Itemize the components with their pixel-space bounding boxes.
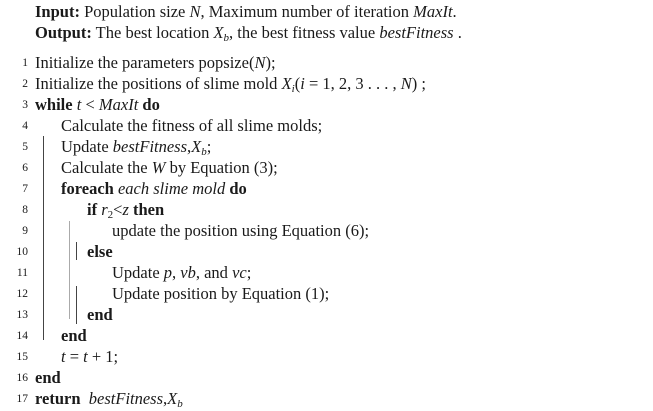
- var: bestFitness: [80, 389, 164, 408]
- text: <: [81, 95, 99, 114]
- var: b: [223, 32, 230, 44]
- text: , the best fitness value: [229, 23, 380, 42]
- if-block-bar: [76, 242, 77, 260]
- text: , Maximum number of iteration: [200, 2, 414, 21]
- line-number: 10: [16, 246, 28, 258]
- var: W: [151, 158, 166, 177]
- text: Calculate the: [61, 158, 152, 177]
- var: r: [97, 200, 108, 219]
- line-number: 7: [22, 183, 28, 195]
- text: <: [113, 200, 123, 219]
- text: = 1, 2, 3 . . . ,: [304, 74, 401, 93]
- var: X: [281, 74, 292, 93]
- line-number: 5: [22, 141, 28, 153]
- text: .: [453, 23, 462, 42]
- text: ,: [187, 137, 192, 156]
- line-number: 3: [22, 99, 28, 111]
- var: b: [201, 146, 207, 158]
- text: .: [452, 2, 457, 21]
- text: =: [65, 347, 84, 366]
- var: X: [213, 23, 224, 42]
- var: vb: [180, 263, 196, 282]
- var: t: [83, 347, 88, 366]
- line-number: 12: [16, 288, 28, 300]
- keyword: end: [61, 326, 87, 345]
- foreach-block-bar: [69, 221, 70, 319]
- line-number: 15: [16, 351, 28, 363]
- text: ,: [172, 263, 181, 282]
- output-label: Output:: [35, 23, 92, 42]
- keyword: then: [128, 200, 165, 219]
- line-number: 6: [22, 162, 28, 174]
- text: Initialize the positions of slime mold: [35, 74, 282, 93]
- text: + 1;: [87, 347, 119, 366]
- keyword: return: [35, 389, 81, 408]
- line-number: 9: [22, 225, 28, 237]
- keyword: end: [35, 368, 61, 387]
- var: X: [167, 389, 178, 408]
- keyword: foreach: [61, 179, 114, 198]
- text: The best location: [91, 23, 214, 42]
- keyword: if: [87, 200, 98, 219]
- var: t: [61, 347, 66, 366]
- var: N: [254, 53, 266, 72]
- line-number: 8: [22, 204, 28, 216]
- line-number: 14: [16, 330, 28, 342]
- text: Initialize the parameters popsize(: [35, 53, 255, 72]
- input-line: [35, 2, 457, 22]
- text: (: [294, 74, 301, 93]
- output-line: [35, 23, 462, 43]
- text: Population size: [79, 2, 190, 21]
- var: X: [191, 137, 202, 156]
- var: b: [177, 398, 183, 410]
- line-number: 1: [22, 57, 28, 69]
- else-block-bar: [76, 286, 77, 324]
- line-number: 17: [16, 393, 28, 405]
- keyword: do: [229, 179, 247, 198]
- text: ;: [206, 137, 212, 156]
- var: N: [189, 2, 201, 21]
- text: ,: [163, 389, 168, 408]
- var: each slime mold: [113, 179, 230, 198]
- subscript: 2: [107, 209, 114, 221]
- text: Update: [61, 137, 113, 156]
- keyword: while: [35, 95, 73, 114]
- text: , and: [195, 263, 233, 282]
- while-block-bar: [43, 136, 44, 340]
- var: i: [300, 74, 305, 93]
- keyword: else: [87, 242, 113, 261]
- var: z: [122, 200, 129, 219]
- text: Update position by Equation (1);: [112, 284, 330, 303]
- line-number: 2: [22, 78, 28, 90]
- text: by Equation (3);: [165, 158, 278, 177]
- line-number: 11: [16, 267, 28, 279]
- text: ;: [246, 263, 252, 282]
- text: ) ;: [411, 74, 426, 93]
- line-number: 4: [22, 120, 28, 132]
- text: Update: [112, 263, 164, 282]
- keyword: do: [138, 95, 160, 114]
- var: MaxIt: [413, 2, 453, 21]
- var: i: [291, 83, 295, 95]
- var: MaxIt: [98, 95, 139, 114]
- line-number: 13: [16, 309, 28, 321]
- line-number: 16: [16, 372, 28, 384]
- var: bestFitness: [379, 23, 454, 42]
- text: );: [265, 53, 276, 72]
- text: update the position using Equation (6);: [112, 221, 370, 240]
- var: t: [72, 95, 82, 114]
- var: bestFitness: [112, 137, 188, 156]
- text: Calculate the fitness of all slime molds;: [61, 116, 323, 135]
- keyword: end: [87, 305, 113, 324]
- input-label: Input:: [35, 2, 80, 21]
- var: vc: [232, 263, 247, 282]
- var: p: [163, 263, 173, 282]
- var: N: [400, 74, 412, 93]
